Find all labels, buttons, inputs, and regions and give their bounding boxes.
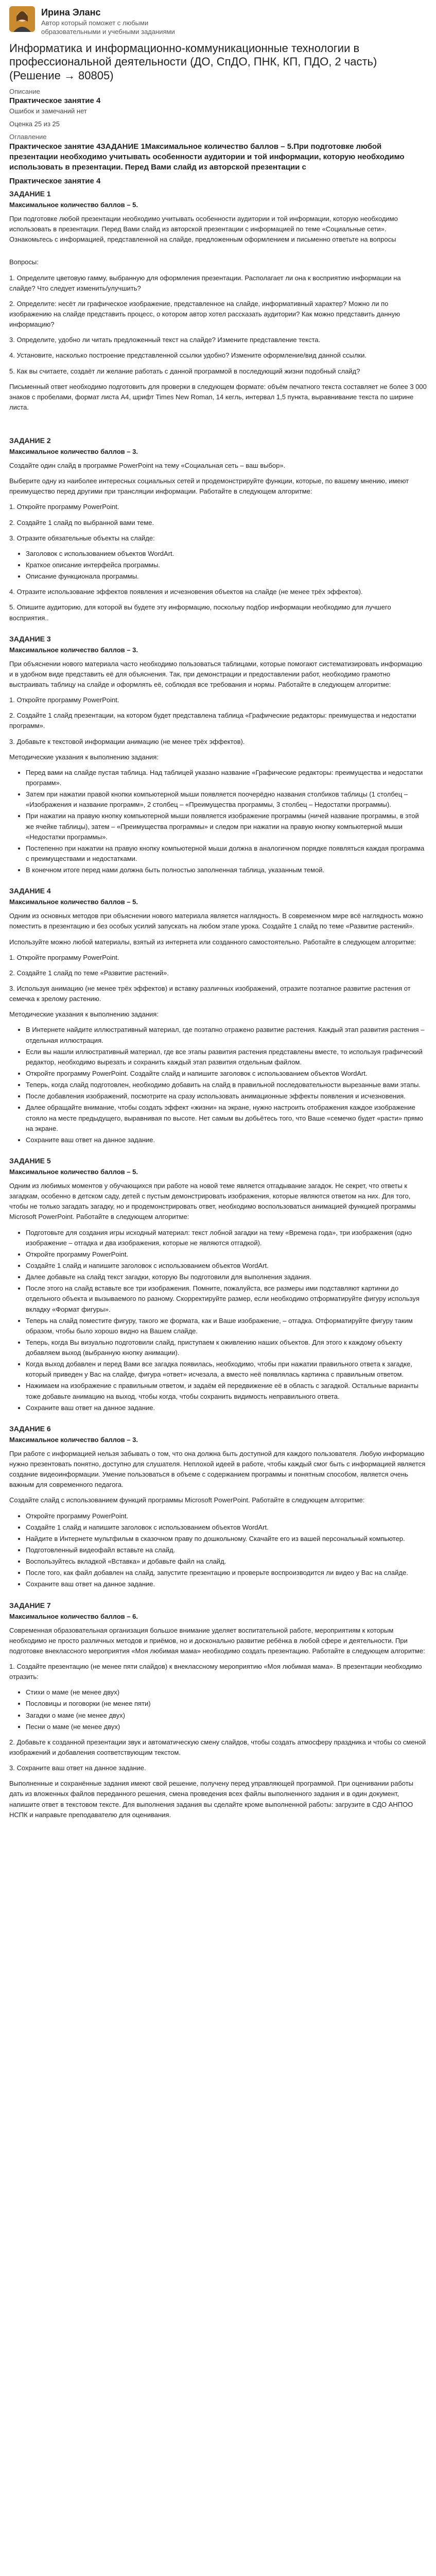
task-intro: Одним из основных методов при объяснении нового материала является наглядность. В современном мире всё наглядность можно поместить в презентацию и без особых усилий запускать на любом этапе урока. Создайте 1 слайд по теме «Развитие растений». (9, 912, 423, 930)
list-item: • Сохраните ваш ответ на данное задание. (26, 1579, 427, 1589)
step-1: 1. Откройте программу PowerPoint. (9, 696, 119, 704)
task-intro: При подготовке любой презентации необходимо учитывать особенности аудитории и той информации, которую необходимо использовать в презентации. Перед Вами слайд из авторской презентации с информацией по теме «Социальные сети». Ознакомьтесь с информацией, представленной на слайде, предложенным оформлением и письменно ответьте на вопросы (9, 214, 398, 244)
list-item: • Далее обращайте внимание, чтобы создать эффект «жизни» на экране, нужно настроить отображения каждое изображение стояло на месте предыдущего, выравнивая по высоте. Нет самым вы добьётесь того, что Ваше «семечко будет «расти» прямо на экране. (26, 1103, 427, 1133)
method-label: Методические указания к выполнению задания: (9, 1010, 159, 1019)
list-item: • Затем при нажатии правой кнопки компьютерной мыши появляется поочерёдно названия столбиков таблицы (1 столбец – «Изображения и название программ», 2 столбец – «Преимущества программы, 3 столбец – Недостатки программы). (26, 789, 427, 810)
task-score: Максимальное количество баллов – 5. (9, 898, 138, 906)
spacer (9, 250, 427, 257)
avatar[interactable] (9, 6, 35, 32)
page-title: Информатика и информационно-коммуникационные технологии в профессиональной деятельности (ДО, СпДО, ПНК, КП, ПДО, 2 часть) (Решение → 80805) (9, 41, 377, 82)
toc-label: Оглавление (9, 132, 47, 141)
task-6 (9, 1425, 427, 1590)
bullet-list (9, 1687, 427, 1732)
step-5: 5. Опишите аудиторию, для которой вы будете эту информацию, поскольку подбор информации необходимо для лучшего восприятия.. (9, 603, 391, 622)
step-4: 4. Отразите использование эффектов появления и исчезновения объектов на слайде (не менее трёх эффектов). (9, 588, 363, 596)
description-value: Практическое занятие 4 (9, 96, 101, 105)
list-item: • Подготовленный видеофайл вставьте на слайд. (26, 1545, 427, 1555)
author-info (41, 6, 175, 37)
list-item: • Когда выход добавлен и перед Вами все загадка появилась, необходимо, чтобы при нажатии правильного ответа к загадке, который приведен у Вас на слайде, фигура «ответ» исчезала, а вместо неё появлялась картинка с правильным ответом. (26, 1359, 427, 1380)
list-item: • Сохраните ваш ответ на данное задание. (26, 1135, 427, 1145)
list-item: • Краткое описание интерфейса программы. (26, 560, 427, 570)
task-heading: ЗАДАНИЕ 2 (9, 436, 51, 445)
questions-label: Вопросы: (9, 258, 39, 266)
list-item: • В конечном итоге перед нами должна быть полностью заполненная таблица, указанным темой. (26, 865, 427, 875)
list-item: • Подготовьте для создания игры исходный материал: текст лобной загадки на тему «Времена года», три изображения (одно изображение – отгадка и два изображения, которые не являются отгадкой). (26, 1228, 427, 1248)
answer-format-note: Письменный ответ необходимо подготовить для проверки в следующем формате: объём печатного текста составляет не более 3 000 знаков с пробелами, формат листа A4, шрифт Times New Roman, 14 кегль, интервал 1,5 пункта, выравнивание текста по ширине листа. (9, 382, 427, 411)
list-item: • Создайте 1 слайд и напишите заголовок с использованием объектов WordArt. (26, 1522, 427, 1533)
step-2: 2. Добавьте к созданной презентации звук и автоматическую смену слайдов, чтобы создать атмосферу праздника и чтобы со сменой изображений и добавления соответствующим текстом. (9, 1738, 426, 1756)
task-heading: ЗАДАНИЕ 5 (9, 1156, 51, 1165)
list-item: • Перед вами на слайде пустая таблица. Над таблицей указано название «Графические редакторы: преимущества и недостатки программ». (26, 768, 427, 788)
list-item: • Описание функционала программы. (26, 571, 427, 582)
task-heading: ЗАДАНИЕ 3 (9, 634, 51, 643)
step-1: 1. Создайте презентацию (не менее пяти слайдов) к внеклассному мероприятию «Моя любимая мама». В презентации необходимо отразить: (9, 1663, 422, 1681)
list-item: • Если вы нашли иллюстративный материал, где все этапы развития растения представлены вместе, то используя графический редактор, необходимо вырезать и сохранить каждый этап развития отдельным файлом. (26, 1047, 427, 1067)
list-item: • Воспользуйтесь вкладкой «Вставка» и добавьте файл на слайд. (26, 1556, 427, 1567)
method-label: Методические указания к выполнению задания: (9, 753, 159, 761)
step-2: 2. Создайте 1 слайд презентации, на котором будет представлена таблица «Графические редакторы: преимущества и недостатки программ». (9, 711, 416, 730)
toc-main-title: Практическое занятие 4ЗАДАНИЕ 1Максимальное количество баллов – 5.При подготовке любой презентации необходимо учитывать особенности аудитории и той информации, которую необходимо использовать в презентации. Перед Вами слайд из авторской презентации с (9, 142, 405, 172)
question-1: 1. Определите цветовую гамму, выбранную для оформления презентации. Располагает ли она к восприятию информации на слайде? Что следует изменить/улучшить? (9, 274, 401, 292)
bullet-list (9, 1228, 427, 1413)
question-3: 3. Определите, удобно ли читать предложенный текст на слайде? Измените представление текста. (9, 336, 321, 344)
step-2: 2. Создайте 1 слайд по выбранной вами теме. (9, 518, 154, 527)
task-score: Максимальное количество баллов – 3. (9, 448, 138, 456)
list-item: • Постепенно при нажатии на правую кнопку компьютерной мыши должна в аналогичном порядке появляться каждая программа с преимуществами и недостатками. (26, 843, 427, 864)
task-3 (9, 635, 427, 876)
question-5: 5. Как вы считаете, создаёт ли желание работать с данной программой в последующий жизни подобный слайд? (9, 367, 360, 375)
task-score: Максимальное количество баллов – 5. (9, 1167, 138, 1176)
list-item: • После этого на слайд вставьте все три изображения. Помните, пожалуйста, все размеры ими подставляют картинки до отдельного объекта и вызываемого по разному. Скорректируйте размер, если необходимо отформатируйте фигуру используя вкладку «Формат фигуры». (26, 1283, 427, 1314)
list-item: • Теперь, когда Вы визуально подготовили слайд, приступаем к оживлению наших объектов. Для этого к каждому объекту добавляем выход (выбранную кнопку анимации). (26, 1337, 427, 1358)
task-intro: При объяснении нового материала часто необходимо пользоваться таблицами, которые помогают систематизировать информацию и в удобном виде представить её для объяснения. Так, при демонстрации и предоставлении работ, необходимо грамотно выстраивать таблицу на слайде и оформлять её, соблюдая все требования и нормы. Работайте в следующем алгоритме: (9, 659, 423, 689)
task-intro: Создайте один слайд в программе PowerPoint на тему «Социальная сеть – ваш выбор». (9, 462, 286, 470)
rating: Оценка 25 из 25 (9, 120, 60, 128)
task-score: Максимальное количество баллов – 6. (9, 1612, 138, 1620)
bullet-list (9, 1025, 427, 1145)
question-4: 4. Установите, насколько построение представленной ссылки удобно? Измените оформление/вид данной ссылки. (9, 351, 367, 360)
list-item: • Создайте 1 слайд и напишите заголовок с использованием объектов WordArt. (26, 1261, 427, 1271)
task-heading: ЗАДАНИЕ 7 (9, 1601, 51, 1609)
question-2: 2. Определите: несёт ли графическое изображение, представленное на слайде, информативный характер? Можно ли по изображению на слайде представить процесс, о котором автор хотел рассказать аудитории? Как можно представить данную информацию? (9, 299, 400, 329)
list-item: • Сохраните ваш ответ на данное задание. (26, 1403, 427, 1413)
list-item: • Заголовок с использованием объектов WordArt. (26, 549, 427, 559)
list-item: • При нажатии на правую кнопку компьютерной мыши появляется изображение программы (ничей название программы, в этой же ячейке таблицы), затем – «Преимущества программы» и следом при нажатии на правую кнопку компьютерной мыши «Недостатки программы». (26, 811, 427, 842)
list-item: • Найдите в Интернете мультфильм в сказочном праву по дошкольному. Скачайте его из вашей персональный компьютер. (26, 1534, 427, 1544)
step-2: 2. Создайте 1 слайд по теме «Развитие растений». (9, 969, 169, 977)
avatar-image (9, 6, 35, 32)
step-3: 3. Сохраните ваш ответ на данное задание. (9, 1764, 146, 1772)
task-2 (9, 436, 427, 623)
author-name[interactable]: Ирина Эланс (41, 7, 101, 18)
bullet-list (9, 768, 427, 875)
step-3: 3. Используя анимацию (не менее трёх эффектов) и вставку различных изображений, отразите поэтапное развитие растения от семечка к зрелому растению. (9, 984, 411, 1003)
task-heading: ЗАДАНИЕ 6 (9, 1424, 51, 1433)
spacer (9, 418, 427, 425)
task-heading: ЗАДАНИЕ 1 (9, 189, 51, 198)
final-note: Выполненные и сохранённые задания имеют свой решение, получену перед управляющей программой. При оценивании работы дать из вложенных файлов переданного решения, смена проведения всех файлы выполненного задания и в один документ, напишите ответ в текстовом тексте. Для выполнения задания вы сделайте кроме выполненной работы: загрузите в СДО АНПОО НСПК и направьте преподавателю для оценивания. (9, 1780, 414, 1819)
task-1 (9, 190, 427, 413)
list-item: • Нажимаем на изображение с правильным ответом, и задаём ей передвижение её в область с загадкой. Остальные варианты тоже добавьте анимацию на выход, чтобы когда, чтобы сохранить видимость неправильного ответа. (26, 1381, 427, 1401)
list-item: • Загадки о маме (не менее двух) (26, 1710, 427, 1721)
list-item: • Теперь, когда слайд подготовлен, необходимо добавить на слайд в правильной последовательности вырезанные вами этапы. (26, 1080, 427, 1090)
task-intro: Одним из любимых моментов у обучающихся при работе на новой теме является отгадывание загадок. Не секрет, что ответы к загадкам, особенно в детском саду, детей с пустым демонстрировать изображения, которые являются ответом на них. Для того, чтобы не только загадать загадку, но и продемонстрировать ответ, необходимо воспользоваться анимацией функцией программы Microsoft PowerPoint. Работайте в следующем алгоритме: (9, 1181, 416, 1221)
list-item: • Далее добавьте на слайд текст загадки, которую Вы подготовили для выполнения задания. (26, 1272, 427, 1282)
list-item: • В Интернете найдите иллюстративный материал, где поэтапно отражено развитие растения. Каждый этап развития растения – отдельная иллюстрация. (26, 1025, 427, 1045)
toc-subtitle: Практическое занятие 4 (9, 176, 101, 185)
step-3: 3. Добавьте к текстовой информации анимацию (не менее трёх эффектов). (9, 737, 245, 745)
list-item: • Пословицы и поговорки (не менее пяти) (26, 1699, 427, 1709)
author-description: Автор который поможет с любыми образовательными и учебными заданиями (41, 19, 175, 36)
task-score: Максимальное количество баллов – 5. (9, 200, 138, 209)
task-4 (9, 887, 427, 1145)
task-intro: Современная образовательная организация большое внимание уделяет воспитательной работе, мероприятиям к которым необходимо не просто различных методов и приёмов, но и досконально развитие ребёнка в любой сфере и деятельности. При подготовке внеклассного мероприятия «Моя любимая мама» необходимо создать презентацию. Работайте в следующем алгоритме: (9, 1626, 425, 1655)
list-item: • Откройте программу PowerPoint. (26, 1511, 427, 1521)
step-1: 1. Откройте программу PowerPoint. (9, 503, 119, 511)
list-item: • После добавления изображений, посмотрите на сразу использовать анимационные эффекты появления и исчезновения. (26, 1091, 427, 1101)
list-item: • Откройте программу PowerPoint. (26, 1249, 427, 1260)
task-7 (9, 1601, 427, 1820)
task-score: Максимальное количество баллов – 3. (9, 1435, 138, 1444)
author-card (9, 6, 427, 37)
list-item: • Теперь на слайд поместите фигуру, такого же формата, как и Ваше изображение, – отгадка. Отформатируйте фигуру таким образом, чтобы было хорошо видно на Вашем слайде. (26, 1316, 427, 1336)
task-intro-2: Создайте слайд с использованием функций программы Microsoft PowerPoint. Работайте в следующем алгоритме: (9, 1496, 365, 1504)
list-item: • Стихи о маме (не менее двух) (26, 1687, 427, 1698)
list-item: • Песни о маме (не менее двух) (26, 1722, 427, 1732)
errors-note: Ошибок и замечаний нет (9, 107, 87, 115)
task-5 (9, 1157, 427, 1413)
description-label: Описание (9, 87, 40, 95)
step-1: 1. Откройте программу PowerPoint. (9, 953, 119, 961)
bullet-list (9, 549, 427, 582)
step-3: 3. Отразите обязательные объекты на слайде: (9, 534, 155, 542)
bullet-list (9, 1511, 427, 1590)
list-item: • Откройте программу PowerPoint. Создайте слайд и напишите заголовок с использованием объектов WordArt. (26, 1069, 427, 1079)
task-intro-2: Выберите одну из наиболее интересных социальных сетей и продемонстрируйте функции, которые, по вашему мнению, имеют преимущество перед другими при трансляции информации. Работайте в следующем алгоритме: (9, 477, 409, 496)
task-intro: При работе с информацией нельзя забывать о том, что она должна быть доступной для каждого пользователя. Любую информацию нужно презентовать понятно, доступно для слушателя. Неплохой идеей в работе, чтобы каждый смог быть с информацией является создание видеоинформации. Умение пользоваться в объеме с содержанием программы и понятным способом, является очень важным для современного педагога. (9, 1449, 426, 1489)
task-score: Максимальное количество баллов – 3. (9, 646, 138, 654)
list-item: • После того, как файл добавлен на слайд, запустите презентацию и проверьте воспроизводится ли видео у Вас на слайде. (26, 1568, 427, 1578)
task-heading: ЗАДАНИЕ 4 (9, 887, 51, 895)
task-intro-2: Используйте можно любой материалы, взятый из интернета или созданного самостоятельно. Работайте в следующем алгоритме: (9, 938, 416, 946)
